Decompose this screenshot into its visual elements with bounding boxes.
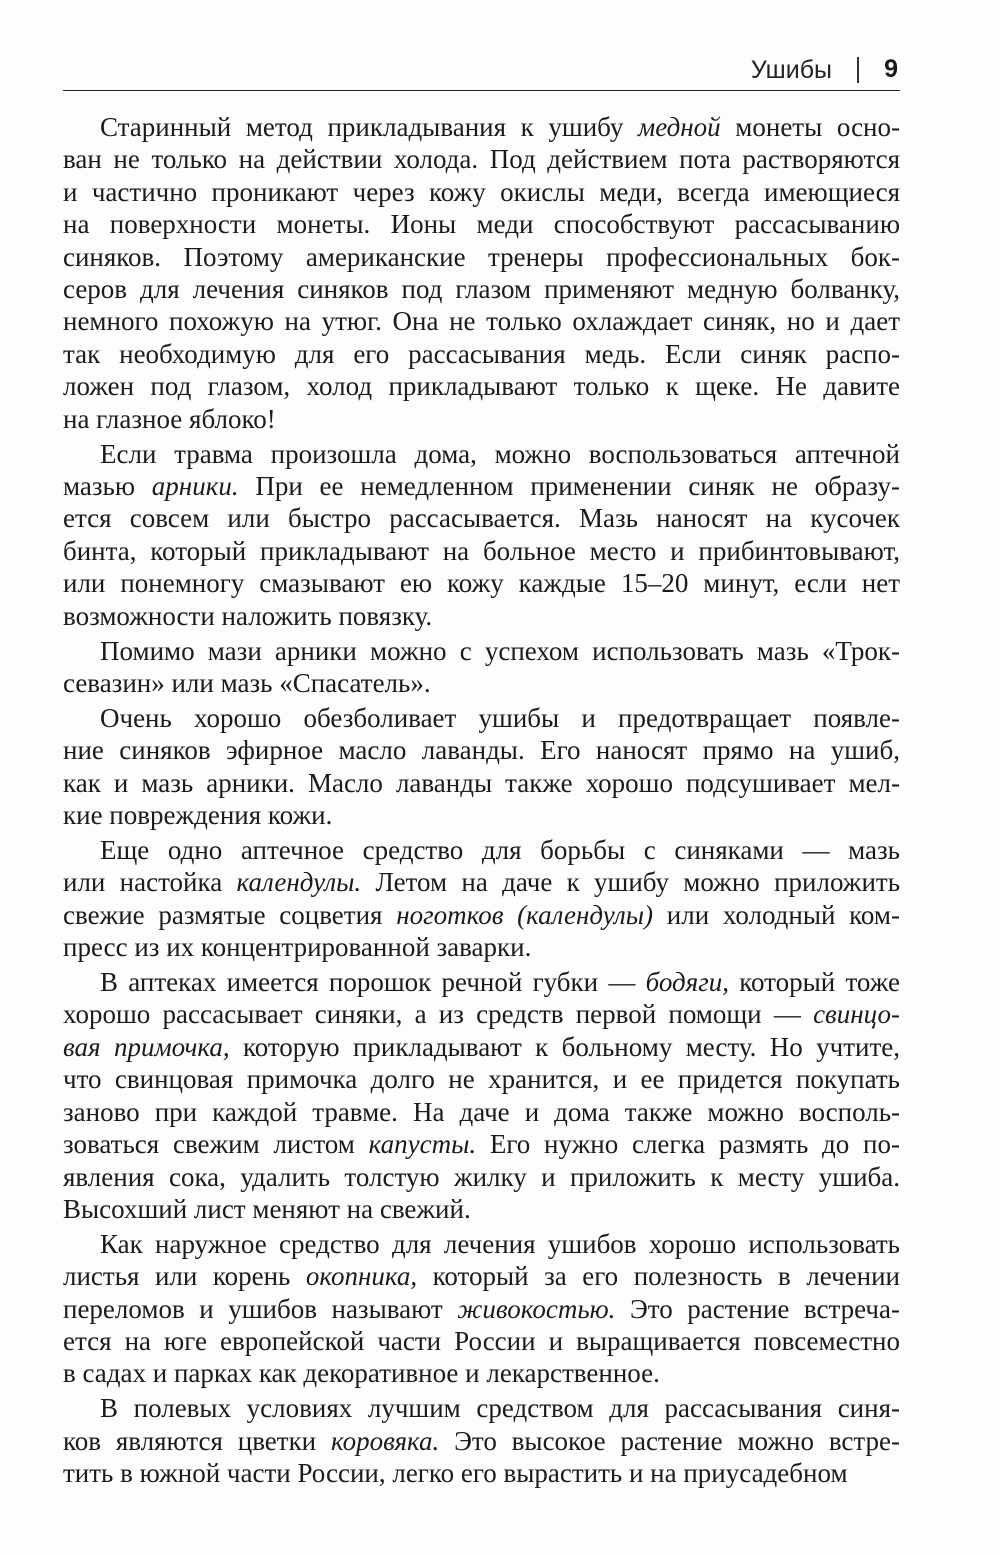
text-line [63,111,900,143]
text-line [63,1457,900,1489]
text-run: Как наружное средство для лечения ушибов хорошо использовать [100,1228,900,1259]
text-run: заново при каждой травме. На даче и дома также можно восполь- [63,1096,900,1127]
text-line [63,734,900,766]
text-line [63,305,900,337]
text-run: В аптеках имеется порошок речной губки — [100,967,646,998]
text-run: Помимо мази арники можно с успехом использовать мазь «Трок- [100,635,900,666]
text-line [63,1293,900,1325]
text-run: хорошо рассасывает синяки, а из средств первой помощи — [63,999,814,1030]
italic-term: живокостью. [457,1293,616,1324]
text-run: в садах и парках как декоративное и лекарственное. [63,1358,660,1389]
italic-term: коровяка. [330,1425,440,1456]
text-run: свежие размятые соцветия [63,899,397,930]
text-run: серов для лечения синяков под глазом применяют медную болванку, [63,274,900,305]
paragraph [63,1228,900,1390]
italic-term: капусты. [368,1129,477,1160]
text-line [63,767,900,799]
text-run: на поверхности монеты. Ионы меди способствуют рассасыванию [63,209,900,240]
text-run: ложен под глазом, холод прикладывают только к щеке. Не давите [63,371,900,402]
text-line [63,567,900,599]
paragraph [63,702,900,832]
text-run: ние синяков эфирное масло лаванды. Его наносят прямо на ушиб, [63,735,900,766]
text-run: Летом на даче к ушибу можно приложить [361,867,901,898]
text-run: так необходимую для его рассасывания медь. Если синяк распо- [63,338,900,369]
text-line [63,502,900,534]
text-run: синяков. Поэтому американские тренеры профессиональных бок- [63,241,900,272]
text-run: Высохший лист меняют на свежий. [63,1193,471,1224]
body-text [63,111,900,1490]
paragraph [63,966,900,1225]
text-run: как и мазь арники. Масло лаванды также хорошо подсушивает мел- [63,767,900,798]
text-run: тить в южной части России, легко его вырастить и на приусадебном [63,1458,848,1489]
text-line [63,403,900,435]
text-run: мазью [63,470,152,501]
page-number: 9 [884,55,898,83]
text-line [63,931,900,963]
text-line [63,143,900,175]
text-run: Его нужно слегка размять до по- [476,1129,900,1160]
text-run: или настойка [63,867,237,898]
italic-term: окопника, [305,1261,418,1292]
chapter-title: Ушибы [750,56,832,84]
text-run: Старинный метод прикладывания к ушибу [100,112,639,142]
text-run: ван не только на действии холода. Под действием пота растворяются [63,144,900,175]
text-line [63,1128,900,1160]
text-run: пресс из их концентрированной заварки. [63,932,532,963]
text-run: бинта, который прикладывают на больное место и прибинтовывают, [63,535,900,566]
italic-term: медной [638,112,721,142]
text-line [63,834,900,866]
paragraph [63,1392,900,1489]
text-run: возможности наложить повязку. [63,600,433,631]
text-line [63,635,900,667]
text-line [63,799,900,831]
text-run: Если травма произошла дома, можно воспользоваться аптечной [100,438,900,469]
text-run: кие повреждения кожи. [63,800,333,831]
paragraph [63,834,900,964]
text-run: переломов и ушибов называют [63,1293,458,1324]
text-run: Очень хорошо обезболивает ушибы и предотвращает появле- [100,702,900,733]
text-run: В полевых условиях лучшим средством для рассасывания синя- [100,1393,900,1424]
running-header [63,52,900,91]
italic-term: арники. [151,470,239,501]
text-run: на глазное яблоко! [63,403,276,434]
text-line [63,1161,900,1193]
text-run: ется совсем или быстро рассасывается. Мазь наносят на кусочек [63,503,900,534]
text-run: монеты осно- [720,112,900,142]
text-run: который тоже [729,967,901,998]
text-line [63,438,900,470]
text-line [63,1228,900,1260]
text-line [63,866,900,898]
text-line [63,470,900,502]
text-run: Это растение встреча- [615,1293,900,1324]
text-line [63,1392,900,1424]
header-separator [857,57,859,83]
text-line [63,667,900,699]
text-run: что свинцовая примочка долго не хранится, и ее придется покупать [63,1064,900,1095]
paragraph [63,111,900,435]
text-line [63,1357,900,1389]
italic-term: вая примочка, [63,1031,230,1062]
text-run: Это высокое растение можно встре- [439,1425,900,1456]
text-line [63,1193,900,1225]
text-line [63,1325,900,1357]
text-line [63,273,900,305]
text-line [63,1096,900,1128]
text-line [63,702,900,734]
text-line [63,370,900,402]
italic-term: свинцо- [813,999,900,1030]
text-run: или холодный ком- [653,899,900,930]
text-run: ется на юге европейской части России и выращивается повсеместно [63,1326,900,1357]
text-run: листья или корень [63,1261,306,1292]
text-line [63,1031,900,1063]
text-run: немного похожую на утюг. Она не только охлаждает синяк, но и дает [63,306,900,337]
paragraph [63,635,900,700]
text-run: севазин» или мазь «Спасатель». [63,667,431,698]
paragraph [63,438,900,632]
text-run: ков являются цветки [63,1425,331,1456]
italic-term: бодяги, [645,967,729,998]
text-line [63,535,900,567]
text-line [63,966,900,998]
text-run: и частично проникают через кожу окислы меди, всегда имеющиеся [63,176,900,207]
text-line [63,1063,900,1095]
text-line [63,1260,900,1292]
text-run: который за его полезность в лечении [417,1261,900,1292]
text-run: или понемногу смазывают ею кожу каждые 15–20 минут, если нет [63,568,900,599]
text-line [63,600,900,632]
text-run: которую прикладывают к больному месту. Но учтите, [229,1031,900,1062]
text-line [63,899,900,931]
text-line [63,176,900,208]
italic-term: календулы. [236,867,362,898]
text-run: явления сока, удалить толстую жилку и приложить к месту ушиба. [63,1161,900,1192]
text-line [63,208,900,240]
text-line [63,338,900,370]
text-run: зоваться свежим листом [63,1129,369,1160]
text-line [63,998,900,1030]
text-line [63,241,900,273]
text-run: При ее немедленном применении синяк не образу- [238,470,900,501]
text-run: Еще одно аптечное средство для борьбы с синяками — мазь [100,834,900,865]
text-line [63,1425,900,1457]
italic-term: ноготков (календулы) [396,899,654,930]
